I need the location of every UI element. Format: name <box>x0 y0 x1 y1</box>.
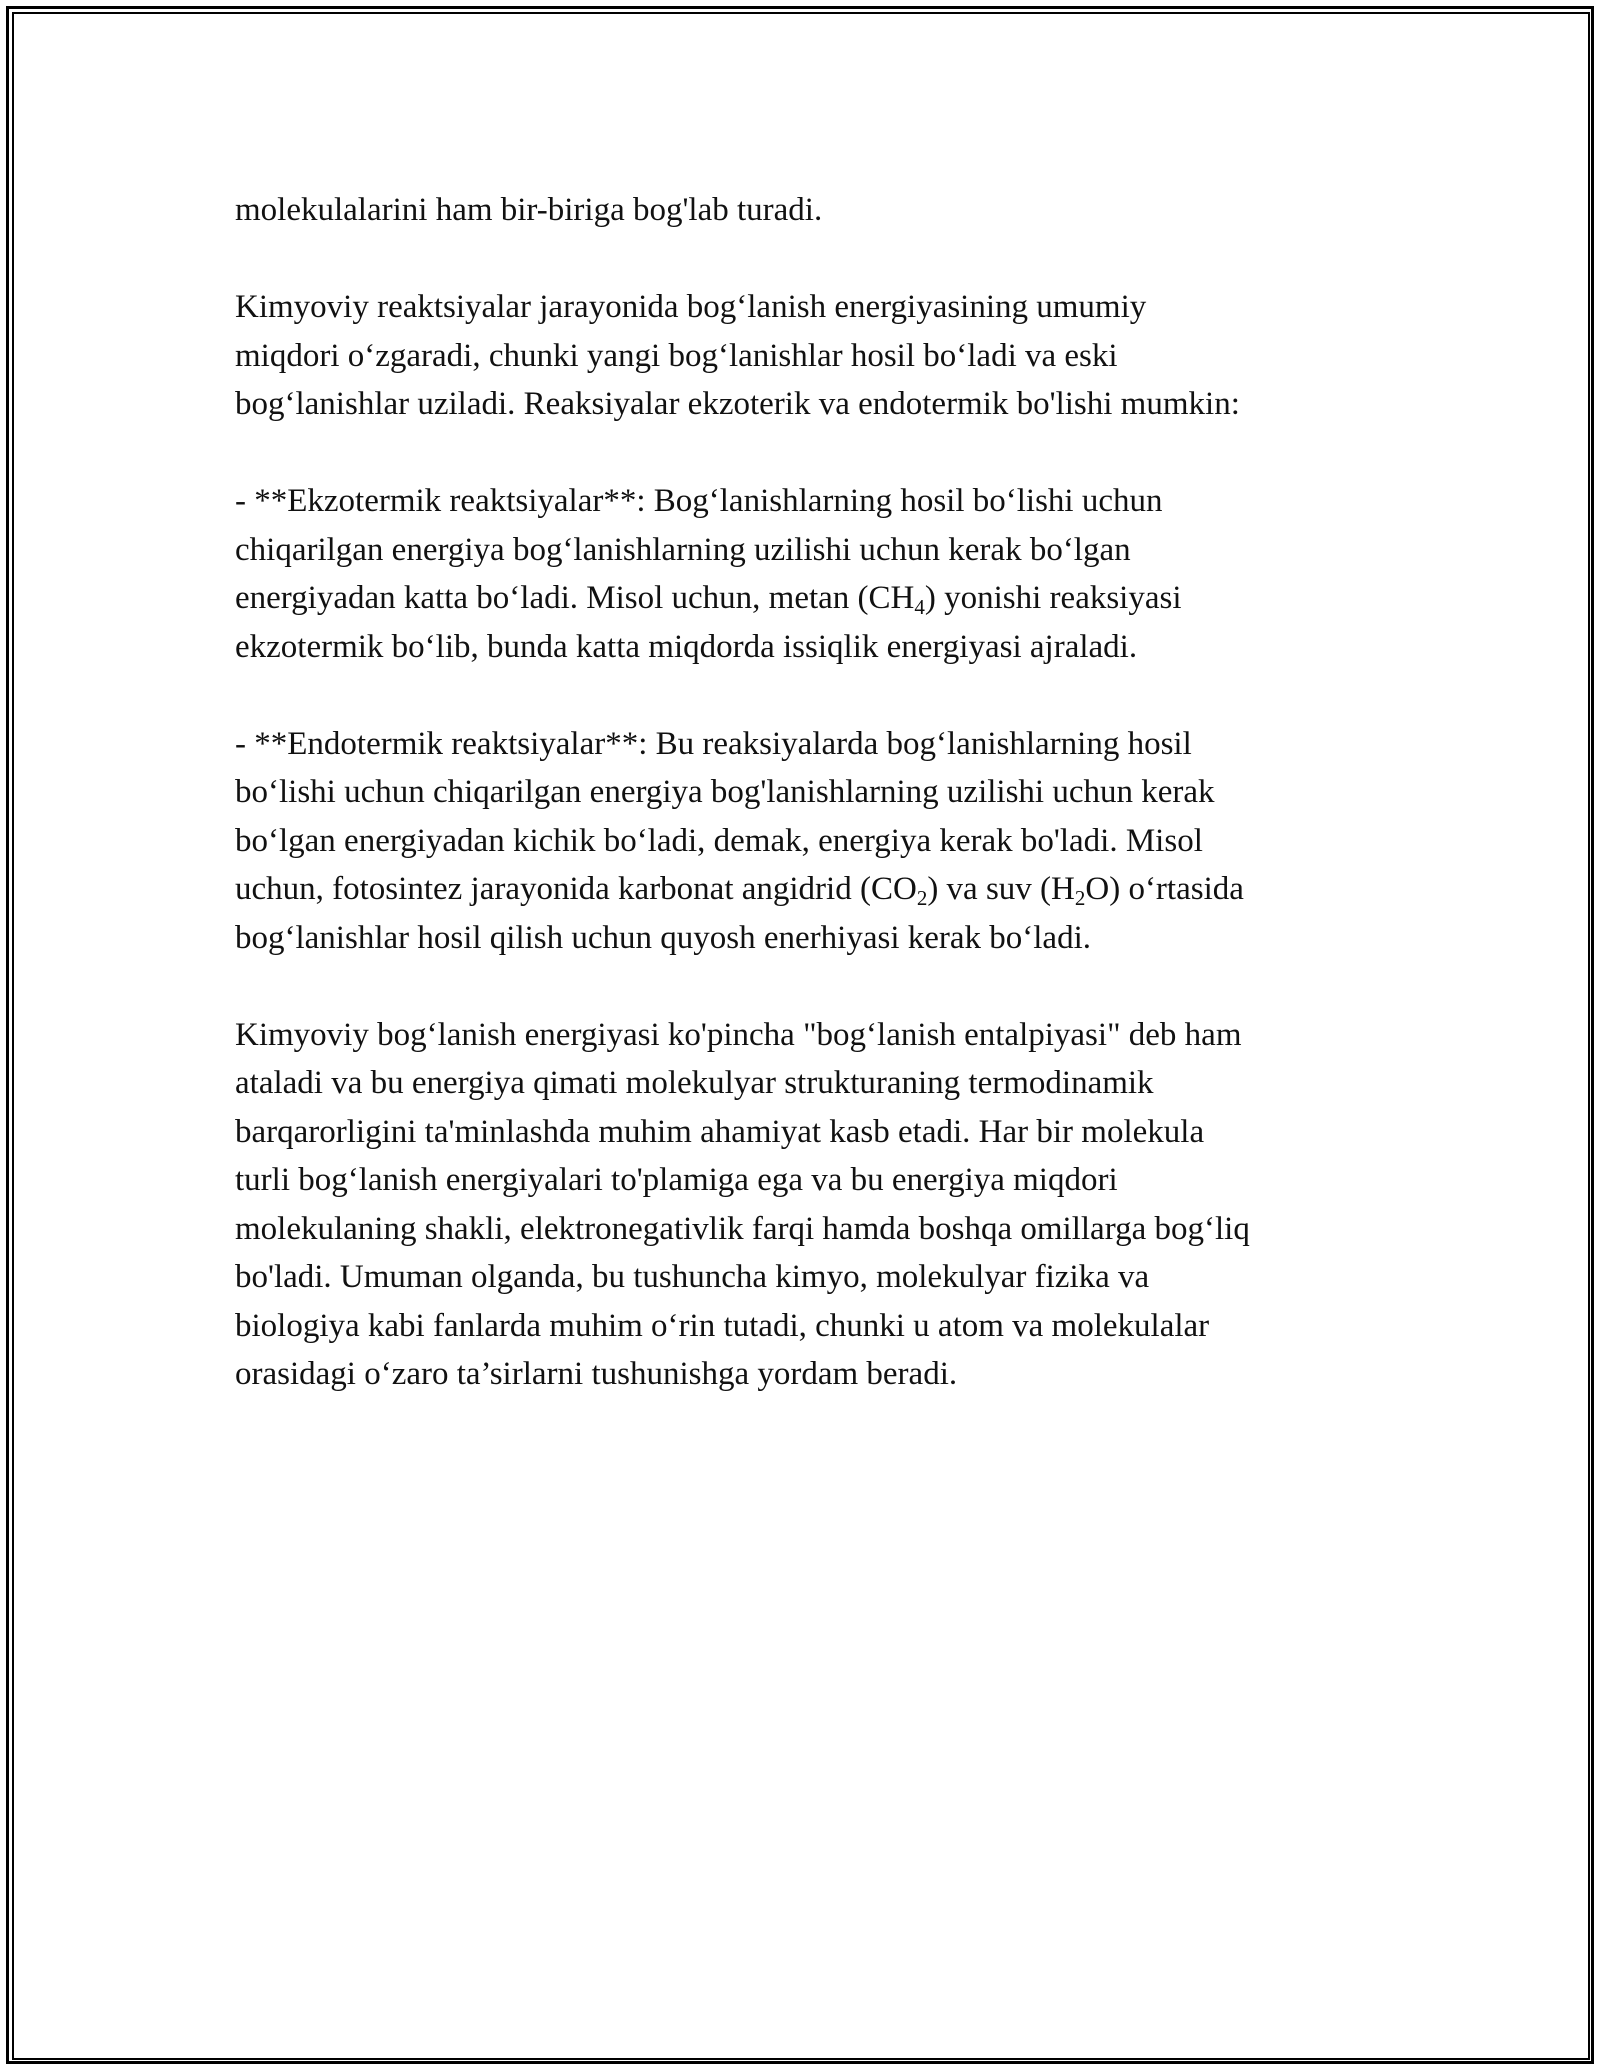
text-line: molekulaning shakli, elektronegativlik farqi hamda boshqa omillarga bog‘liq <box>235 1210 1250 1247</box>
text-run: energiyadan katta bo‘ladi. Misol uchun, metan (CH <box>235 580 915 616</box>
text-line: molekulalarini ham bir-biriga bog'lab turadi. <box>235 192 823 228</box>
text-line: bog‘lanishlar uziladi. Reaksiyalar ekzoterik va endotermik bo'lishi mumkin: <box>235 386 1240 422</box>
subscript: 2 <box>1074 886 1086 910</box>
text-line: chiqarilgan energiya bog‘lanishlarning uzilishi uchun kerak bo‘lgan <box>235 531 1131 568</box>
text-line: barqarorligini ta'minlashda muhim ahamiyat kasb etadi. Har bir molekula <box>235 1113 1205 1150</box>
paragraph-exothermic <box>235 477 1385 671</box>
text-line: - **Ekzotermik reaktsiyalar**: Bog‘lanishlarning hosil bo‘lishi uchun <box>235 483 1163 519</box>
paragraph-endothermic <box>235 720 1385 963</box>
text-line: bog‘lanishlar hosil qilish uchun quyosh enerhiyasi kerak bo‘ladi. <box>235 919 1092 956</box>
text-run: ) va suv (H <box>927 871 1075 907</box>
text-line-photosynthesis <box>235 865 1385 914</box>
document-body <box>235 186 1385 1447</box>
text-line: miqdori o‘zgaradi, chunki yangi bog‘lanishlar hosil bo‘ladi va eski <box>235 337 1118 374</box>
paragraph-enthalpy <box>235 1011 1385 1399</box>
text-line-methane <box>235 574 1385 623</box>
text-line: Kimyoviy bog‘lanish energiyasi ko'pincha "bog‘lanish entalpiyasi" deb ham <box>235 1016 1242 1053</box>
subscript: 4 <box>914 595 925 619</box>
text-line: - **Endotermik reaktsiyalar**: Bu reaksiyalarda bog‘lanishlarning hosil <box>235 725 1192 762</box>
text-line: orasidagi o‘zaro ta’sirlarni tushunishga yordam beradi. <box>235 1356 958 1392</box>
text-line: bo‘lishi uchun chiqarilgan energiya bog'lanishlarning uzilishi uchun kerak <box>235 774 1215 810</box>
text-line: turli bog‘lanish energiyalari to'plamiga ega va bu energiya miqdori <box>235 1162 1118 1198</box>
text-line: Kimyoviy reaktsiyalar jarayonida bog‘lanish energiyasining umumiy <box>235 289 1147 325</box>
paragraph-1 <box>235 186 1385 235</box>
text-run: uchun, fotosintez jarayonida karbonat angidrid (CO <box>235 871 917 907</box>
text-run: ) yonishi reaksiyasi <box>924 580 1182 616</box>
subscript: 2 <box>916 886 928 910</box>
text-line: ataladi va bu energiya qimati molekulyar strukturaning termodinamik <box>235 1065 1154 1101</box>
text-line: ekzotermik bo‘lib, bunda katta miqdorda issiqlik energiyasi ajraladi. <box>235 628 1138 665</box>
text-line: bo‘lgan energiyadan kichik bo‘ladi, demak, energiya kerak bo'ladi. Misol <box>235 822 1203 859</box>
text-line: biologiya kabi fanlarda muhim o‘rin tutadi, chunki u atom va molekulalar <box>235 1307 1210 1344</box>
text-line: bo'ladi. Umuman olganda, bu tushuncha kimyo, molekulyar fizika va <box>235 1259 1150 1295</box>
paragraph-2 <box>235 283 1385 429</box>
text-run: O) o‘rtasida <box>1085 871 1244 907</box>
